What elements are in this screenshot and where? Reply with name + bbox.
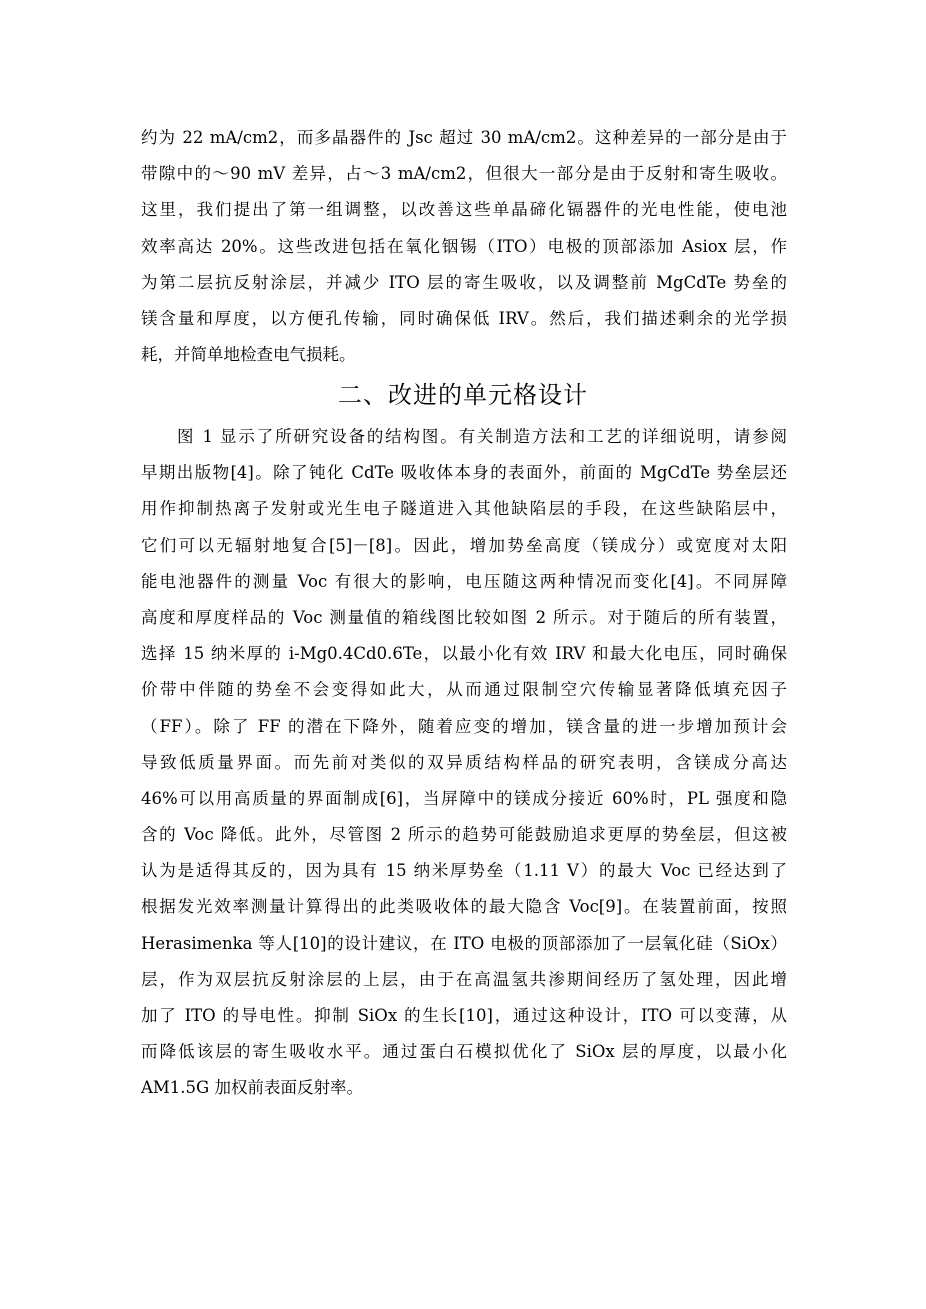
text-line: 价带中伴随的势垒不会变得如此大，从而通过限制空穴传输显著降低填充因子 (141, 680, 787, 700)
text-line: 而降低该层的寄生吸收水平。通过蛋白石模拟优化了 SiOx 层的厚度，以最小化 (141, 1042, 787, 1062)
body-paragraph (141, 419, 787, 1107)
text-line: 效率高达 20%。这些改进包括在氧化铟锡（ITO）电极的顶部添加 Asiox 层，作 (141, 236, 787, 256)
text-line: 根据发光效率测量计算得出的此类吸收体的最大隐含 Voc[9]。在装置前面，按照 (141, 897, 787, 917)
text-line: 镁含量和厚度，以方便孔传输，同时确保低 IRV。然后，我们描述剩余的光学损 (141, 308, 787, 328)
text-line: Herasimenka 等人[10]的设计建议，在 ITO 电极的顶部添加了一层氧化硅（SiOx） (141, 933, 787, 953)
text-line: 为第二层抗反射涂层，并减少 ITO 层的寄生吸收，以及调整前 MgCdTe 势垒的 (141, 272, 787, 292)
text-line: 认为是适得其反的，因为具有 15 纳米厚势垒（1.11 V）的最大 Voc 已经达到了 (141, 861, 787, 881)
text-line: 用作抑制热离子发射或光生电子隧道进入其他缺陷层的手段，在这些缺陷层中， (141, 499, 787, 519)
text-line: 这里，我们提出了第一组调整，以改善这些单晶碲化镉器件的光电性能，使电池 (141, 200, 787, 220)
text-line: 它们可以无辐射地复合[5]－[8]。因此，增加势垒高度（镁成分）或宽度对太阳 (141, 535, 787, 555)
text-line: AM1.5G 加权前表面反射率。 (141, 1078, 363, 1098)
intro-paragraph (141, 120, 787, 373)
text-line: 带隙中的～90 mV 差异，占～3 mA/cm2，但很大一部分是由于反射和寄生吸收。 (141, 164, 787, 184)
text-line: 耗，并简单地检查电气损耗。 (141, 345, 356, 365)
text-line: 选择 15 纳米厚的 i-Mg0.4Cd0.6Te，以最小化有效 IRV 和最大化电压，同时确保 (141, 644, 787, 664)
section-heading: 二、改进的单元格设计 (338, 381, 588, 409)
text-line: （FF）。除了 FF 的潜在下降外，随着应变的增加，镁含量的进一步增加预计会 (141, 716, 787, 736)
text-line: 早期出版物[4]。除了钝化 CdTe 吸收体本身的表面外，前面的 MgCdTe 势垒层还 (141, 463, 787, 483)
text-line: 能电池器件的测量 Voc 有很大的影响，电压随这两种情况而变化[4]。不同屏障 (141, 571, 787, 591)
text-line: 含的 Voc 降低。此外，尽管图 2 所示的趋势可能鼓励追求更厚的势垒层，但这被 (141, 825, 787, 845)
text-line: 高度和厚度样品的 Voc 测量值的箱线图比较如图 2 所示。对于随后的所有装置， (141, 607, 787, 627)
text-line: 加了 ITO 的导电性。抑制 SiOx 的生长[10]，通过这种设计，ITO 可以变薄，从 (141, 1006, 787, 1025)
text-line: 图 1 显示了所研究设备的结构图。有关制造方法和工艺的详细说明，请参阅 (177, 427, 787, 446)
text-line: 46%可以用高质量的界面制成[6]，当屏障中的镁成分接近 60%时，PL 强度和隐 (141, 788, 787, 808)
text-line: 约为 22 mA/cm2，而多晶器件的 Jsc 超过 30 mA/cm2。这种差异的一部分是由于 (141, 128, 787, 147)
text-line: 导致低质量界面。而先前对类似的双异质结构样品的研究表明，含镁成分高达 (141, 752, 787, 772)
text-line: 层，作为双层抗反射涂层的上层，由于在高温氢共渗期间经历了氢处理，因此增 (141, 969, 787, 989)
